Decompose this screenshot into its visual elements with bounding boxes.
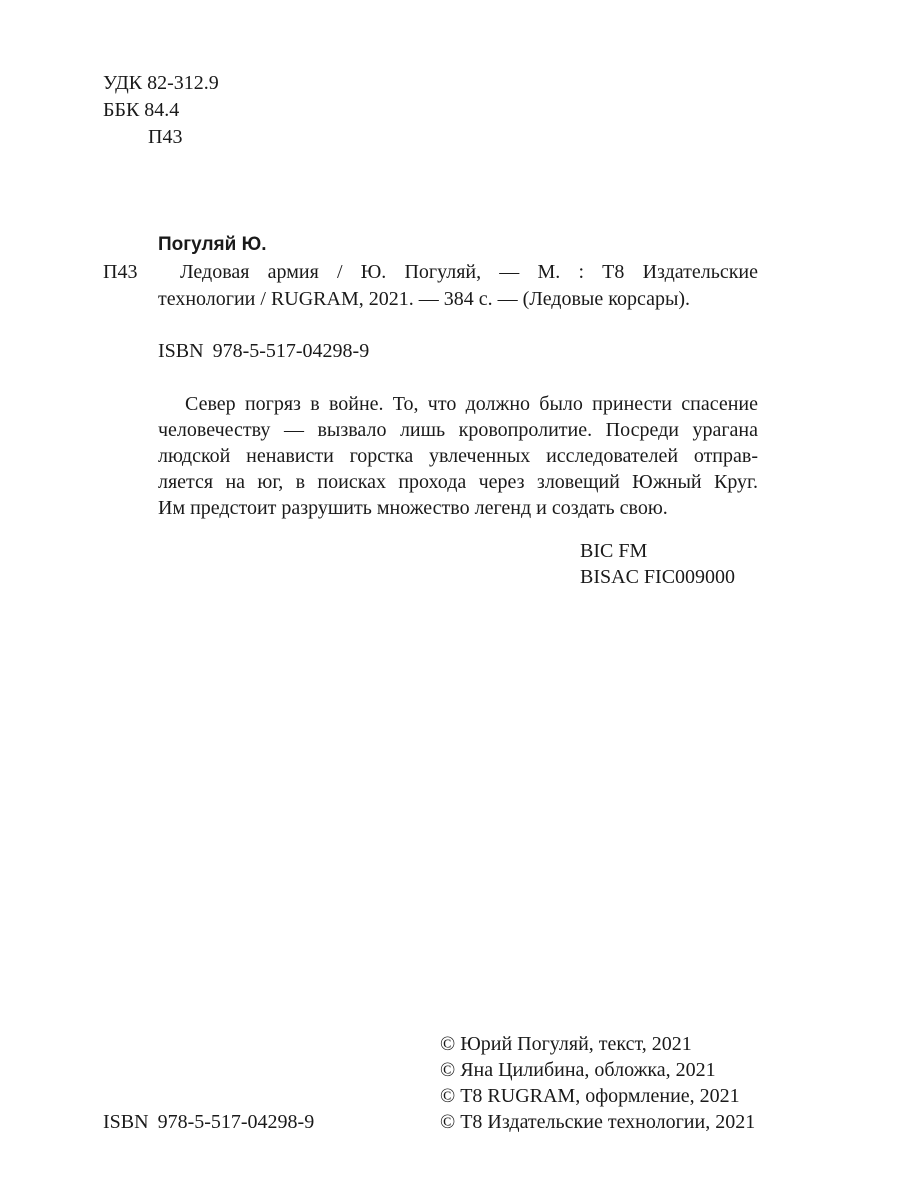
- udk-code: УДК 82-312.9: [103, 72, 219, 94]
- copyright-line: © Яна Цилибина, обложка, 2021: [440, 1059, 716, 1081]
- annotation-line-2: человечеству — вызвало лишь кровопролитие. Посреди урагана: [158, 419, 758, 441]
- author-heading: Погуляй Ю.: [158, 234, 267, 255]
- copyright-line: © Т8 Издательские технологии, 2021: [440, 1111, 756, 1133]
- copyright-line: © Юрий Погуляй, текст, 2021: [440, 1033, 692, 1055]
- bisac-code: BISAC FIC009000: [580, 566, 736, 588]
- isbn-record: ISBN 978-5-517-04298-9: [158, 340, 370, 362]
- annotation-line-4: ляется на юг, в поисках прохода через зловещий Южный Круг.: [158, 471, 758, 493]
- description-line-1: Ледовая армия / Ю. Погуляй, — М. : Т8 Издательские: [180, 261, 758, 283]
- bic-code: BIC FM: [580, 540, 648, 562]
- isbn-footer: ISBN 978-5-517-04298-9: [103, 1111, 315, 1133]
- annotation-line-1: Север погряз в войне. То, что должно было принести спасение: [185, 393, 758, 415]
- copyright-line: © Т8 RUGRAM, оформление, 2021: [440, 1085, 740, 1107]
- description-line-2: технологии / RUGRAM, 2021. — 384 с. — (Ледовые корсары).: [158, 288, 691, 310]
- side-author-mark: П43: [103, 261, 138, 283]
- bbk-code: ББК 84.4: [103, 99, 180, 121]
- author-mark: П43: [148, 126, 183, 148]
- annotation-line-5: Им предстоит разрушить множество легенд и создать свою.: [158, 497, 668, 519]
- annotation-line-3: людской ненависти горстка увлеченных исследователей отправ-: [158, 445, 758, 467]
